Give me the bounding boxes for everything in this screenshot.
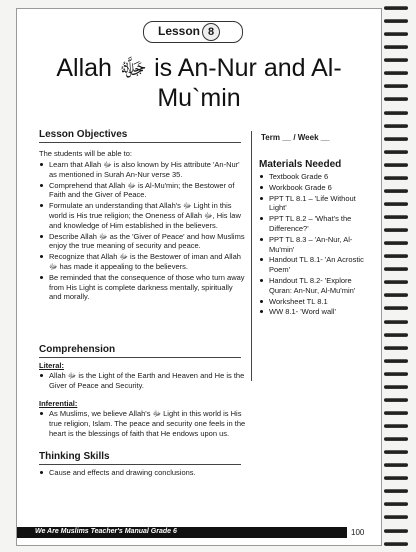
bullet-icon <box>260 258 263 261</box>
objectives-rule <box>39 142 241 143</box>
bullet-icon <box>260 175 263 178</box>
list-item: Textbook Grade 6 <box>259 172 371 182</box>
bullet-icon <box>40 204 43 207</box>
coil <box>384 359 408 363</box>
lesson-number: 8 <box>202 23 220 41</box>
coil <box>384 137 408 141</box>
thinking-skills-heading: Thinking Skills <box>39 451 110 462</box>
coil <box>384 515 408 519</box>
coil <box>384 111 408 115</box>
literal-label: Literal: <box>39 361 65 370</box>
coil <box>384 71 408 75</box>
coil <box>384 19 408 23</box>
bullet-icon <box>40 163 43 166</box>
column-divider <box>251 131 252 381</box>
list-item: WW 8.1- 'Word wall' <box>259 307 371 317</box>
coil <box>384 333 408 337</box>
coil <box>384 411 408 415</box>
document-page <box>16 8 382 546</box>
bullet-icon <box>260 197 263 200</box>
comprehension-heading: Comprehension <box>39 344 116 355</box>
list-item: Comprehend that Allah ﷻ is Al-Mu'min; the Bestower of Faith and the Giver of Peace. <box>39 181 247 201</box>
coil <box>384 163 408 167</box>
coil <box>384 58 408 62</box>
bullet-icon <box>40 471 43 474</box>
materials-list <box>259 172 371 318</box>
objectives-list <box>39 160 247 303</box>
coil <box>384 372 408 376</box>
coil <box>384 267 408 271</box>
coil <box>384 385 408 389</box>
list-item: Recognize that Allah ﷻ is the Bestower of iman and Allah ﷻ has made it appealing to the believers. <box>39 252 247 272</box>
coil <box>384 84 408 88</box>
term-week-label: Term __ / Week __ <box>261 133 330 142</box>
objectives-intro: The students will be able to: <box>39 149 132 158</box>
inferential-list <box>39 409 247 439</box>
list-item: PPT TL 8.2 – 'What's the Difference?' <box>259 214 371 234</box>
list-item: Allah ﷻ is the Light of the Earth and Heaven and He is the Giver of Peace and Security. <box>39 371 247 391</box>
coil <box>384 32 408 36</box>
comprehension-rule <box>39 357 241 358</box>
coil <box>384 202 408 206</box>
bullet-icon <box>40 412 43 415</box>
literal-list <box>39 371 247 392</box>
page-number: 100 <box>351 528 365 537</box>
coil <box>384 176 408 180</box>
list-item: Workbook Grade 6 <box>259 183 371 193</box>
bullet-icon <box>260 238 263 241</box>
bullet-icon <box>260 217 263 220</box>
coil <box>384 450 408 454</box>
coil <box>384 150 408 154</box>
list-item: Cause and effects and drawing conclusions. <box>39 468 247 478</box>
lesson-badge <box>143 21 243 43</box>
coil <box>384 45 408 49</box>
list-item: PPT TL 8.1 – 'Life Without Light' <box>259 194 371 214</box>
page-title: Allah ﷻ is An-Nur and Al-Mu`min <box>56 54 342 112</box>
coil <box>384 97 408 101</box>
coil <box>384 398 408 402</box>
coil <box>384 241 408 245</box>
objectives-heading: Lesson Objectives <box>39 129 128 140</box>
bullet-icon <box>40 276 43 279</box>
coil <box>384 280 408 284</box>
coil <box>384 6 408 10</box>
bullet-icon <box>260 279 263 282</box>
bullet-icon <box>260 300 263 303</box>
materials-heading: Materials Needed <box>259 159 342 170</box>
list-item: Worksheet TL 8.1 <box>259 297 371 307</box>
list-item: Handout TL 8.2- 'Explore Quran: An-Nur, Al-Mu'min' <box>259 276 371 296</box>
bullet-icon <box>40 374 43 377</box>
list-item: Describe Allah ﷻ as the 'Giver of Peace' and how Muslims enjoy the true meaning of security and peace. <box>39 232 247 252</box>
coil <box>384 254 408 258</box>
coil <box>384 306 408 310</box>
coil <box>384 502 408 506</box>
coil <box>384 463 408 467</box>
list-item: As Muslims, we believe Allah's ﷻ Light in this world is His true religion, Islam. The peace and security one feels in the heart is the blessings of faith that He endows upon us. <box>39 409 247 438</box>
coil <box>384 529 408 533</box>
bullet-icon <box>40 235 43 238</box>
list-item: Formulate an understanding that Allah's ﷻ Light in this world is His true religion; the Oneness of Allah ﷻ, His law and knowledge of Him established in the believers. <box>39 201 247 230</box>
coil <box>384 228 408 232</box>
thinking-rule <box>39 464 241 465</box>
bullet-icon <box>260 310 263 313</box>
list-item: PPT TL 8.3 – 'An-Nur, Al-Mu'min' <box>259 235 371 255</box>
coil <box>384 437 408 441</box>
coil <box>384 346 408 350</box>
coil <box>384 189 408 193</box>
coil <box>384 215 408 219</box>
thinking-list <box>39 468 247 479</box>
footer-title: We Are Muslims Teacher's Manual Grade 6 <box>35 528 177 535</box>
bullet-icon <box>260 186 263 189</box>
lesson-label: Lesson <box>158 24 201 38</box>
inferential-label: Inferential: <box>39 399 78 408</box>
spiral-binding <box>382 6 412 546</box>
coil <box>384 320 408 324</box>
coil <box>384 293 408 297</box>
list-item: Be reminded that the consequence of those who turn away from His Light is complete darkness mentally, spiritually and morally. <box>39 273 247 302</box>
bullet-icon <box>40 184 43 187</box>
bullet-icon <box>40 255 43 258</box>
coil <box>384 489 408 493</box>
list-item: Learn that Allah ﷻ is also known by His attribute 'An-Nur' as mentioned in Surah An-Nur verse 35. <box>39 160 247 180</box>
coil <box>384 542 408 546</box>
coil <box>384 424 408 428</box>
list-item: Handout TL 8.1- 'An Acrostic Poem' <box>259 255 371 275</box>
coil <box>384 476 408 480</box>
coil <box>384 124 408 128</box>
